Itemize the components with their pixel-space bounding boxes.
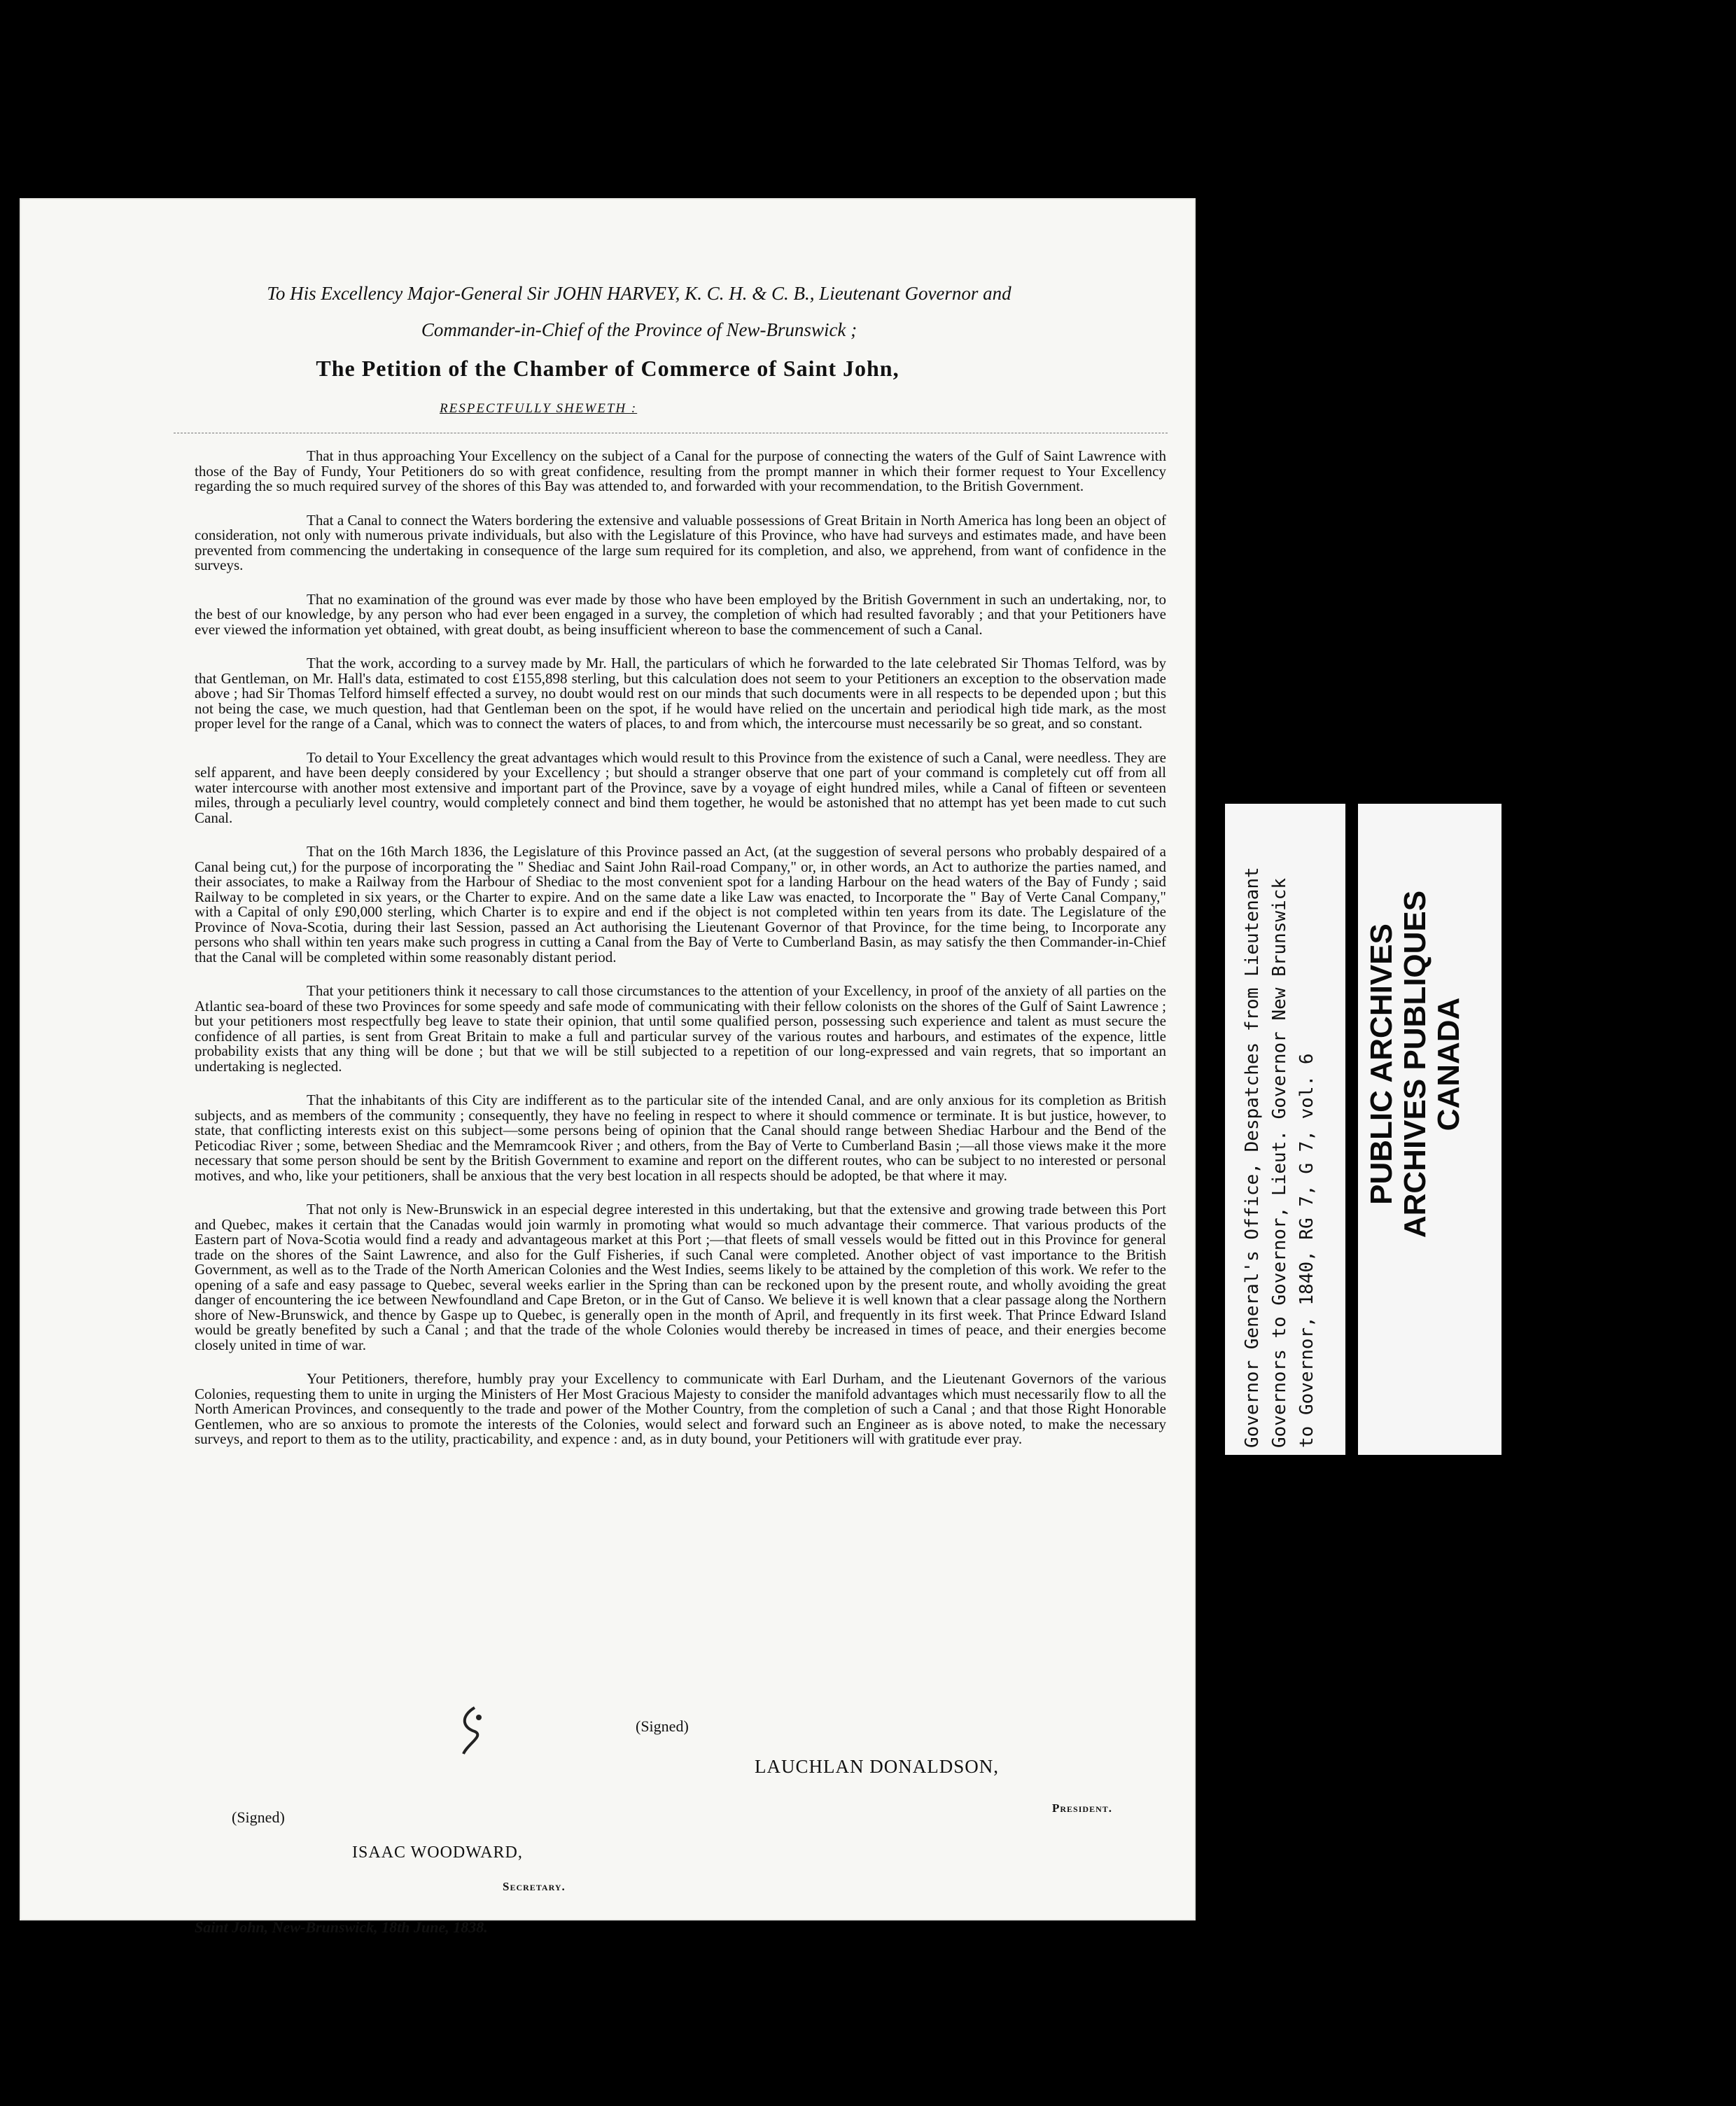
petition-body (195, 449, 1166, 1466)
president-signed-label: (Signed) (636, 1717, 689, 1735)
stamp-line-3: CANADA (1432, 997, 1466, 1131)
paragraph-9: That not only is New-Brunswick in an especial degree interested in this undertaking, but that the extensive and growing trade between this Port and Quebec, makes it certain that the Canadas would join warmly in promoting what would so much advantage their commerce. That various products of the Eastern part of Nova-Scotia would find a ready and advantageous market at this Port ;—that fleets of small vessels would be fitted out in this Province for general trade on the shores of the Saint Lawrence, and also for the Gulf Fisheries, if such Canal were completed. Another object of vast importance to the British Government, as well as to the Trade of the North American Colonies and the West Indies, seems likely to be attained by the completion of this work. We refer to the opening of a safe and easy passage to Quebec, several weeks earlier in the Spring than can be reckoned upon by the present route, and wholly avoiding the great danger of encountering the ice between Newfoundland and Cape Breton, or in the Gut of Canso. We believe it is well known that a clear passage along the Northern shore of New-Brunswick, and thence by Gaspe up to Quebec, is generally open in the month of April, and frequently in its first week. That Prince Edward Island would be greatly benefited by such a Canal ; and that the trade of the whole Colonies would thereby be increased in times of peace, and their energies become closely united in time of war. (195, 1201, 1166, 1353)
address-line-1: To His Excellency Major-General Sir JOHN HARVEY, K. C. H. & C. B., Lieutenant Governor and (267, 283, 1011, 304)
paragraph-5: To detail to Your Excellency the great advantages which would result to this Province from the existence of such a Canal, were needless. They are self apparent, and have been deeply considered by your Excellency ; but should a stranger observe that one part of your command is completely cut off from all water intercourse with another most extensive and important part of the Province, save by a voyage of eight hundred miles, while a Canal of fifteen or seventeen miles, through a peculiarly level country, would completely connect and bind them together, he would be astonished that no attempt has yet been made to cut such Canal. (195, 748, 1166, 826)
stamp-line-1: PUBLIC ARCHIVES (1364, 923, 1399, 1205)
paragraph-2: That a Canal to connect the Waters bordering the extensive and valuable possessions of Great Britain in North America has long been an object of consideration, not only with numerous private individuals, but also with the Legislature of this Province, who have had surveys and estimates made, and have been prevented from commencing the undertaking in consequence of the large sum required for its completion, and also, we apprehend, from want of confidence in the surveys. (195, 511, 1166, 573)
paragraph-4: That the work, according to a survey made by Mr. Hall, the particulars of which he forwarded to the late celebrated Sir Thomas Telford, was by that Gentleman, on Mr. Hall's data, estimated to cost £155,898 sterling, but this calculation does not seem to your Petitioners an exception to the observation made above ; had Sir Thomas Telford himself effected a survey, no doubt would rest on our minds that such documents were in all respects to be depended upon ; but this not being the case, we much question, had that Gentleman been on the spot, if he would have relied on the uncertain and periodical high tide mark, as the most proper level for the range of a Canal, which was to connect the waters of places, to and from which, the intercourse must necessarily be so great, and so constant. (195, 655, 1166, 732)
label-divider (1345, 804, 1358, 1455)
president-title: President. (1052, 1801, 1112, 1815)
secretary-title: Secretary. (503, 1880, 566, 1893)
petition-title: The Petition of the Chamber of Commerce of Saint John, (316, 356, 899, 381)
archive-citation (1239, 867, 1321, 1448)
paragraph-3: That no examination of the ground was ever made by those who have been employed by the British Government in such an undertaking, nor, to the best of our knowledge, by any person who had ever been engaged in a survey, the completion of which had resulted favorably ; and that your Petitioners have ever viewed the information yet obtained, with great doubt, as being insufficient whereon to base the commencement of such a Canal. (195, 590, 1166, 638)
secretary-signed-label: (Signed) (232, 1808, 285, 1826)
citation-line-1: Governor General's Office, Despatches from Lieutenant (1242, 867, 1263, 1448)
paragraph-7: That your petitioners think it necessary to call those circumstances to the attention of your Excellency, in proof of the anxiety of all parties on the Atlantic sea-board of these two Provinces for some speedy and safe mode of communicating with their fellow colonists on the shores of the Gulf of Saint Lawrence ; but your petitioners most respectfully beg leave to state their opinion, that until some qualified person, possessing such experience and talent as must secure the confidence of all parties, is sent from Great Britain to make a full and particular survey of the various routes and harbours, and estimates of the expence, little probability exists that any thing will be done ; but that we will be still subjected to a repetition of our long-expressed and vain regrets, that so important an undertaking is neglected. (195, 982, 1166, 1075)
president-name: LAUCHLAN DONALDSON, (755, 1756, 999, 1777)
place-and-date: Saint John, New-Brunswick, 18th June, 1838. (195, 1918, 488, 1936)
address-block (111, 275, 1168, 348)
paragraph-1: That in thus approaching Your Excellency on the subject of a Canal for the purpose of connecting the waters of the Gulf of Saint Lawrence with those of the Bay of Fundy, Your Petitioners do so with great confidence, resulting from the prompt manner in which their former request to Your Excellency regarding the so much required survey of the shores of this Bay was attended to, and forwarded with your recommendation, to the British Government. (195, 447, 1166, 494)
paragraph-10: Your Petitioners, therefore, humbly pray your Excellency to communicate with Earl Durham, and the Lieutenant Governors of the various Colonies, requesting them to unite in urging the Ministers of Her Most Gracious Majesty to consider the manifold advantages which must necessarily flow to all the North American Provinces, and consequently to the trade and power of the Mother Country, from the completion of such a Canal ; and that those Right Honorable Gentlemen, who are so anxious to promote the interests of the Colonies, would select and forward such an Engineer as is above noted, to make the necessary surveys, and report to them as to the utility, practicability, and expence : and, as in duty bound, your Petitioners will with gratitude ever pray. (195, 1370, 1166, 1447)
citation-line-2: Governors to Governor, Lieut. Governor New Brunswick (1269, 878, 1290, 1448)
archives-stamp (1365, 868, 1466, 1260)
stamp-line-2: ARCHIVES PUBLIQUES (1398, 890, 1432, 1239)
address-line-2: Commander-in-Chief of the Province of New-Brunswick ; (421, 319, 858, 340)
secretary-name: ISAAC WOODWARD, (352, 1843, 523, 1862)
petition-page (20, 198, 1196, 1936)
ink-flourish (454, 1703, 496, 1759)
paragraph-6: That on the 16th March 1836, the Legislature of this Province passed an Act, (at the suggestion of several persons who probably despaired of a Canal being cut,) for the purpose of incorporating the " Shediac and Saint John Rail-road Company," or, in other words, an Act to authorize the parties named, and their associates, to make a Railway from the Harbour of Shediac to the most convenient spot for a landing Harbour on the head waters of the Bay of Fundy ; said Railway to be completed in six years, or the Charter to expire. And on the same date a like Law was enacted, to Incorporate the " Bay of Verte Canal Company," with a Capital of only £90,000 sterling, which Charter is to expire and end if the object is not completed within ten years from its date. The Legislature of the Province of Nova-Scotia, during their last Session, passed an Act authorising the Lieutenant Governor of that Province, for the time being, to Incorporate any persons who shall within ten years make such progress in cutting a Canal from the Bay of Verte to Cumberland Basin, as may satisfy the then Commander-in-Chief that the Canal will be completed within some reasonably distant period. (195, 843, 1166, 965)
citation-line-3: to Governor, 1840, RG 7, G 7, vol. 6 (1296, 1053, 1317, 1448)
paragraph-8: That the inhabitants of this City are indifferent as to the particular site of the intended Canal, and are only anxious for its completion as British subjects, and as members of the community ; consequently, they have no feeling in respect to where it should commence or terminate. It is but justice, however, to state, that conflicting interests exist on this subject—some persons being of opinion that the Canal should range between Shediac Harbour and the Bend of the Peticodiac River ; some, between Shediac and the Memramcook River ; and others, from the Bay of Verte to Cumberland Basin ;—all those views make it the more necessary that some person should be sent by the British Government to examine and report on the different routes, who can be subject to no interested or personal motives, and who, like your petitioners, shall be anxious that the very best location in all respects should be adopted, be that where it may. (195, 1092, 1166, 1184)
sheweth-heading: RESPECTFULLY SHEWETH : (440, 401, 638, 416)
